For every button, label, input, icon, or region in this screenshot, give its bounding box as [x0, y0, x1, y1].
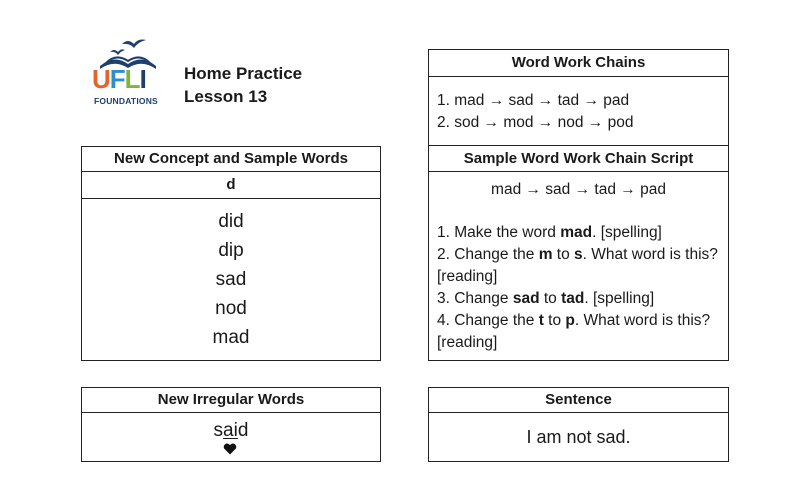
logo-wordmark: UFLI [92, 64, 146, 94]
irregular-letter: s [213, 420, 224, 441]
script-steps [429, 201, 728, 354]
title-line-1: Home Practice [184, 64, 303, 83]
sample-word: sad [215, 269, 247, 290]
chains-list [429, 77, 728, 134]
sentence-header: Sentence [429, 388, 728, 413]
script-step-1: 1. Make the word mad. [spelling] [437, 224, 662, 241]
logo-subtitle: FOUNDATIONS [94, 96, 158, 106]
chain-line: 2. sod → mod → nod → pod [437, 114, 634, 131]
sentence-text: I am not sad. [526, 427, 631, 447]
chain-script-header: Sample Word Work Chain Script [429, 146, 728, 172]
sample-word: dip [218, 240, 244, 261]
script-chain: mad → sad → tad → pad [491, 181, 666, 198]
irregular-letter: d [237, 420, 249, 441]
title-line-2: Lesson 13 [184, 87, 268, 106]
word-work-chains-box [428, 49, 729, 146]
sentence-box [428, 387, 729, 462]
word-work-chains-header: Word Work Chains [429, 50, 728, 77]
new-concept-box [81, 146, 381, 361]
new-concept-header: New Concept and Sample Words [82, 147, 380, 172]
script-step-3: 3. Change sad to tad. [spelling] [437, 290, 655, 307]
irregular-letter: i [233, 420, 238, 441]
irregular-letter: a [223, 420, 234, 441]
chain-line: 1. mad → sad → tad → pad [437, 92, 630, 109]
chain-script-box [428, 146, 729, 361]
script-step-4: 4. Change the t to p. What word is this? [reading] [437, 312, 711, 351]
page-title [184, 62, 302, 108]
sample-word: nod [215, 298, 247, 319]
irregular-words-header: New Irregular Words [82, 388, 380, 413]
sample-word: mad [212, 327, 250, 348]
irregular-word [82, 420, 380, 442]
sample-word: did [218, 211, 244, 232]
ufli-logo [92, 34, 164, 110]
script-step-2: 2. Change the m to s. What word is this? [reading] [437, 246, 718, 285]
heart-icon [223, 443, 237, 455]
irregular-tricky-part [223, 420, 238, 441]
irregular-words-box [81, 387, 381, 462]
concept-letter: d [82, 172, 380, 199]
sample-word-list [82, 199, 380, 352]
